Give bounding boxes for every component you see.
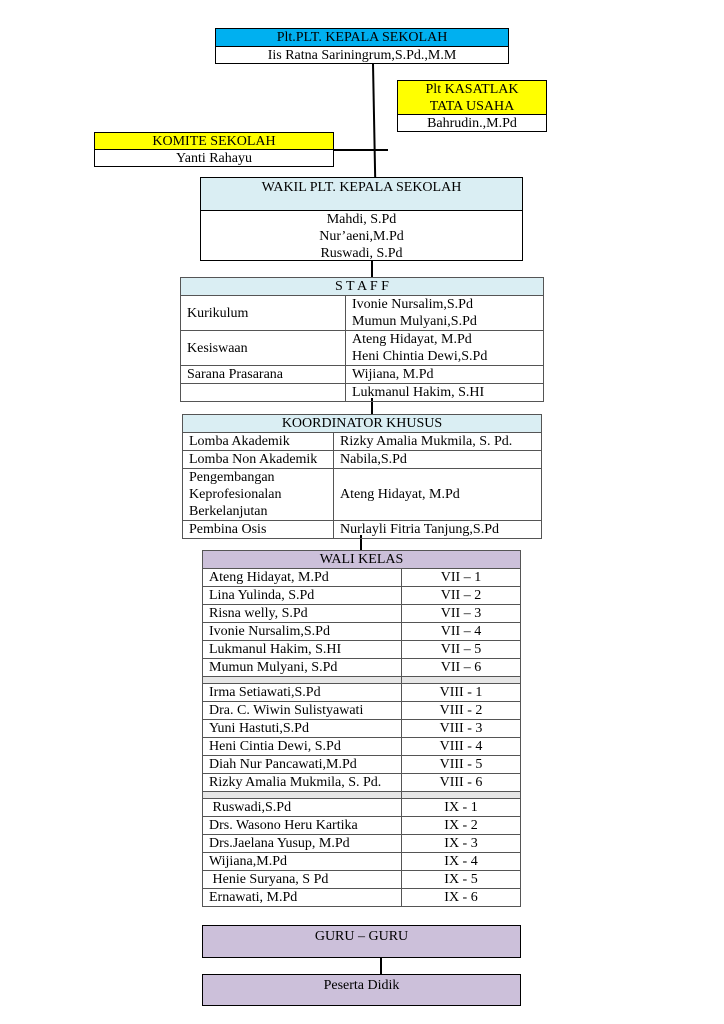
staff-person: Ateng Hidayat, M.Pd xyxy=(352,332,472,347)
table-row xyxy=(203,774,521,792)
staff-person: Heni Chintia Dewi,S.Pd xyxy=(352,349,488,364)
kasatlak-title-line1: Plt KASATLAK xyxy=(425,82,519,97)
wali-kelas: VII – 2 xyxy=(402,587,521,605)
table-row xyxy=(183,469,542,521)
koordinator-role: Pembina Osis xyxy=(183,521,334,539)
table-row xyxy=(183,451,542,469)
staff-table xyxy=(180,277,544,402)
wakil-box xyxy=(200,177,523,261)
wali-kelas-table xyxy=(202,550,521,907)
connector-wakil-staff xyxy=(371,260,373,277)
wali-kelas: VIII - 1 xyxy=(402,684,521,702)
wali-kelas: VIII - 6 xyxy=(402,774,521,792)
staff-person: Wijiana, M.Pd xyxy=(346,366,544,384)
kasatlak-title-line2: TATA USAHA xyxy=(429,99,515,114)
wali-name: Wijiana,M.Pd xyxy=(203,853,402,871)
table-row xyxy=(203,720,521,738)
koordinator-role: Pengembangan xyxy=(189,470,275,485)
wali-name: Ivonie Nursalim,S.Pd xyxy=(203,623,402,641)
staff-role-kesiswaan: Kesiswaan xyxy=(181,331,346,366)
wali-kelas: IX - 2 xyxy=(402,817,521,835)
table-row xyxy=(203,702,521,720)
koordinator-title: KOORDINATOR KHUSUS xyxy=(183,415,542,433)
wali-kelas: VIII - 2 xyxy=(402,702,521,720)
koordinator-table xyxy=(182,414,542,539)
kasatlak-box xyxy=(397,80,547,132)
wali-name: Irma Setiawati,S.Pd xyxy=(203,684,402,702)
koordinator-person: Rizky Amalia Mukmila, S. Pd. xyxy=(334,433,542,451)
kasatlak-title xyxy=(398,81,546,115)
table-row xyxy=(203,799,521,817)
wali-name: Mumun Mulyani, S.Pd xyxy=(203,659,402,677)
table-row xyxy=(203,684,521,702)
wali-name: Diah Nur Pancawati,M.Pd xyxy=(203,756,402,774)
table-row xyxy=(203,756,521,774)
guru-box xyxy=(202,925,521,958)
wali-kelas: VIII - 5 xyxy=(402,756,521,774)
table-row xyxy=(203,817,521,835)
komite-title: KOMITE SEKOLAH xyxy=(95,133,333,150)
table-row xyxy=(203,835,521,853)
wali-kelas: VIII - 4 xyxy=(402,738,521,756)
wali-name: Heni Cintia Dewi, S.Pd xyxy=(203,738,402,756)
table-row xyxy=(203,641,521,659)
table-row xyxy=(203,569,521,587)
staff-role-kurikulum: Kurikulum xyxy=(181,296,346,331)
staff-person: Mumun Mulyani,S.Pd xyxy=(352,314,477,329)
wali-kelas: VIII - 3 xyxy=(402,720,521,738)
table-row xyxy=(203,738,521,756)
table-row xyxy=(181,296,544,331)
staff-title: S T A F F xyxy=(181,278,544,296)
wali-name: Ateng Hidayat, M.Pd xyxy=(203,569,402,587)
table-row xyxy=(183,433,542,451)
peserta-didik-title: Peserta Didik xyxy=(323,978,400,993)
group-separator xyxy=(203,792,521,799)
komite-box xyxy=(94,132,334,167)
wali-kelas: VII – 3 xyxy=(402,605,521,623)
table-row xyxy=(181,331,544,366)
staff-person: Ivonie Nursalim,S.Pd xyxy=(352,297,473,312)
kepala-sekolah-title: Plt.PLT. KEPALA SEKOLAH xyxy=(216,29,508,47)
wali-name: Ernawati, M.Pd xyxy=(203,889,402,907)
wali-name: Ruswadi,S.Pd xyxy=(203,799,402,817)
wali-name: Lina Yulinda, S.Pd xyxy=(203,587,402,605)
wali-name: Drs. Wasono Heru Kartika xyxy=(203,817,402,835)
wali-name: Yuni Hastuti,S.Pd xyxy=(203,720,402,738)
table-row xyxy=(203,853,521,871)
komite-name: Yanti Rahayu xyxy=(176,151,252,166)
koordinator-person: Nurlayli Fitria Tanjung,S.Pd xyxy=(334,521,542,539)
wali-name: Risna welly, S.Pd xyxy=(203,605,402,623)
wakil-title: WAKIL PLT. KEPALA SEKOLAH xyxy=(201,178,522,211)
wali-name: Henie Suryana, S Pd xyxy=(203,871,402,889)
wali-kelas-title: WALI KELAS xyxy=(203,551,521,569)
table-row xyxy=(183,521,542,539)
wali-name: Drs.Jaelana Yusup, M.Pd xyxy=(203,835,402,853)
wali-name: Lukmanul Hakim, S.HI xyxy=(203,641,402,659)
table-row xyxy=(203,605,521,623)
guru-title: GURU – GURU xyxy=(314,929,409,944)
table-row xyxy=(203,871,521,889)
wakil-name-1: Mahdi, S.Pd xyxy=(326,212,397,227)
table-row xyxy=(203,587,521,605)
koordinator-person: Nabila,S.Pd xyxy=(334,451,542,469)
wali-name: Dra. C. Wiwin Sulistyawati xyxy=(203,702,402,720)
wali-name: Rizky Amalia Mukmila, S. Pd. xyxy=(203,774,402,792)
koordinator-role: Lomba Akademik xyxy=(183,433,334,451)
table-row xyxy=(203,659,521,677)
koordinator-role: Berkelanjutan xyxy=(189,504,268,519)
peserta-didik-box xyxy=(202,974,521,1006)
table-row xyxy=(203,889,521,907)
wakil-name-3: Ruswadi, S.Pd xyxy=(320,246,403,261)
kasatlak-name: Bahrudin.,M.Pd xyxy=(427,116,517,131)
kepala-sekolah-name: Iis Ratna Sariningrum,S.Pd.,M.M xyxy=(267,48,457,63)
koordinator-role: Lomba Non Akademik xyxy=(183,451,334,469)
wakil-name-2: Nur’aeni,M.Pd xyxy=(319,229,404,244)
wali-kelas: VII – 6 xyxy=(402,659,521,677)
wali-kelas: IX - 6 xyxy=(402,889,521,907)
wali-kelas: IX - 5 xyxy=(402,871,521,889)
wali-kelas: IX - 3 xyxy=(402,835,521,853)
koordinator-person: Ateng Hidayat, M.Pd xyxy=(334,469,542,521)
staff-role-empty xyxy=(181,384,346,402)
staff-role-sarana: Sarana Prasarana xyxy=(181,366,346,384)
wali-kelas: VII – 4 xyxy=(402,623,521,641)
wali-kelas: VII – 5 xyxy=(402,641,521,659)
wali-kelas: IX - 1 xyxy=(402,799,521,817)
table-row xyxy=(203,623,521,641)
table-row xyxy=(181,384,544,402)
kepala-sekolah-box xyxy=(215,28,509,64)
wali-kelas: VII – 1 xyxy=(402,569,521,587)
connector-kepala-wakil xyxy=(372,64,376,177)
connector-komite xyxy=(334,149,388,151)
table-row xyxy=(181,366,544,384)
staff-person: Lukmanul Hakim, S.HI xyxy=(346,384,544,402)
group-separator xyxy=(203,677,521,684)
connector-guru-peserta xyxy=(380,957,382,974)
wali-kelas: IX - 4 xyxy=(402,853,521,871)
koordinator-role: Keprofesionalan xyxy=(189,487,282,502)
